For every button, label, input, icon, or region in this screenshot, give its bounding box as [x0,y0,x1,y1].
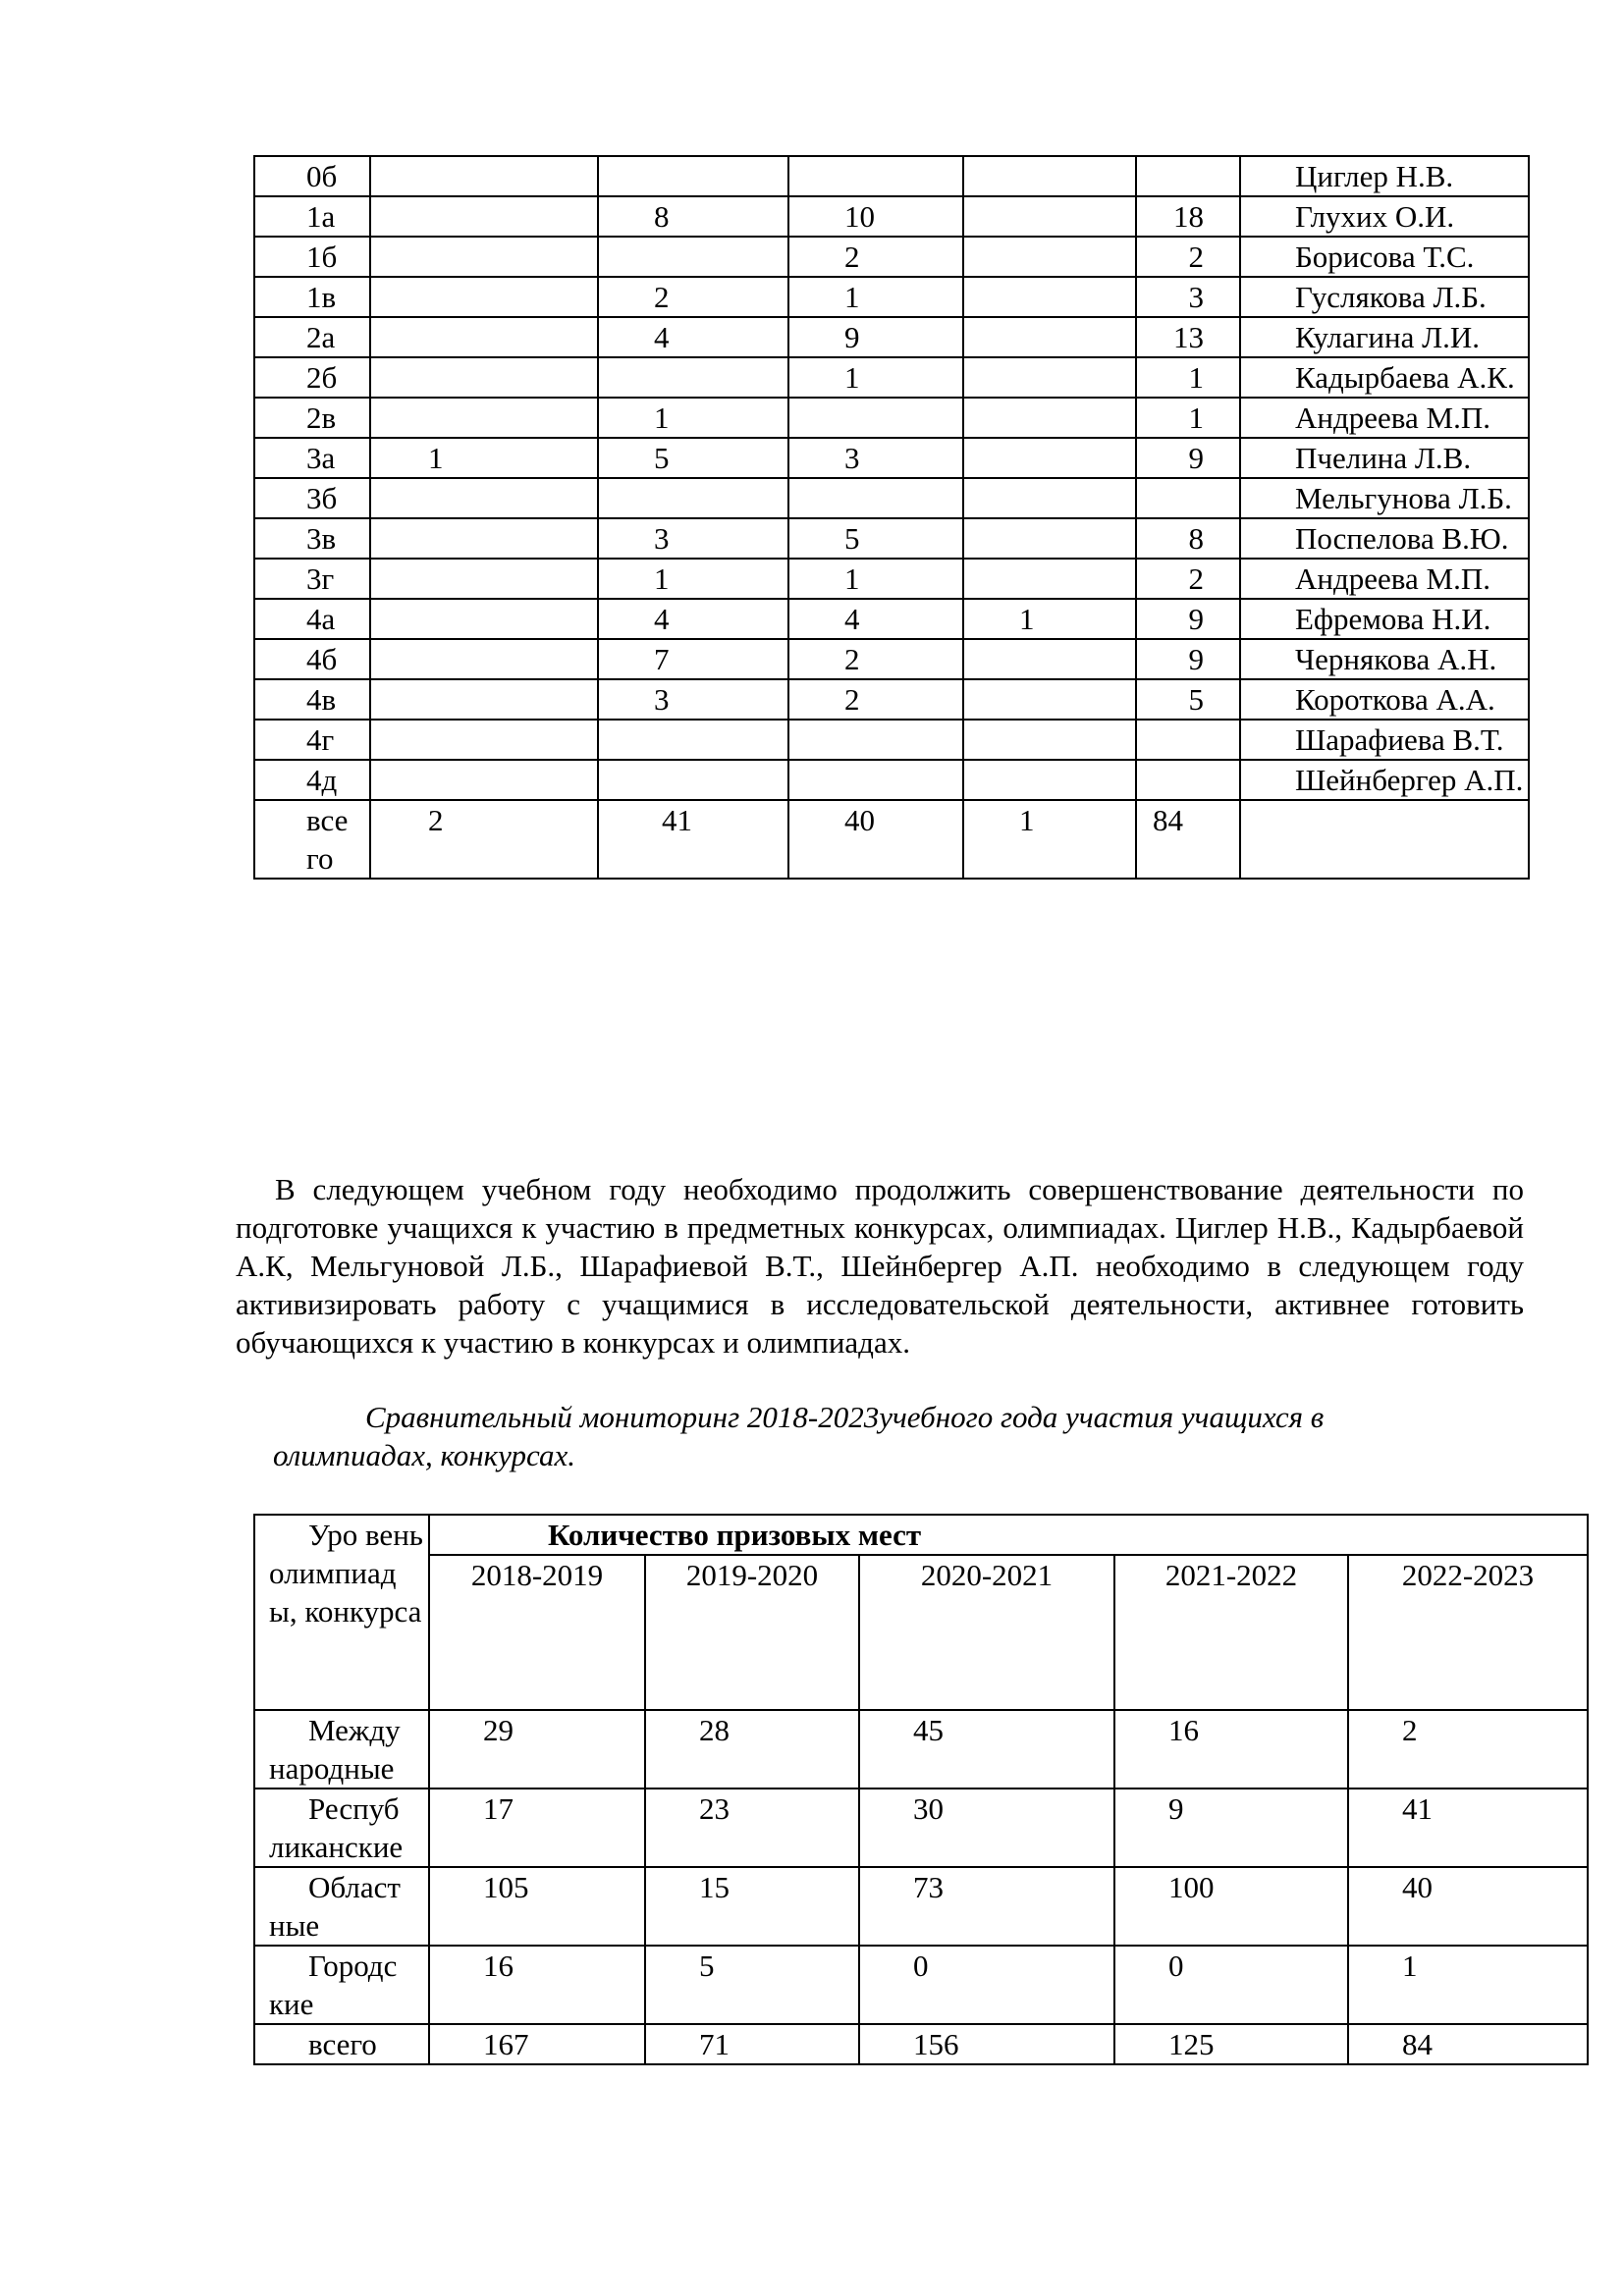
value-cell [370,237,598,277]
value-cell: 1 [788,277,963,317]
table-row [254,760,1529,800]
value-cell: 7 [598,639,788,679]
value-cell: 16 [429,1946,645,2024]
teacher-cell: Андреева М.П. [1240,559,1529,599]
table-row [254,599,1529,639]
table-row [254,1710,1588,1789]
value-cell [963,196,1136,237]
level-header: Уро вень олимпиад ы, конкурса [254,1515,429,1710]
olympiad-monitoring-table [253,1514,1589,2065]
teacher-cell: Борисова Т.С. [1240,237,1529,277]
recommendation-paragraph: В следующем учебном году необходимо продолжить совершенствование деятельности по подготовке учащихся к участию в предметных конкурсах, олимпиадах. Циглер Н.В., Кадырбаевой А.К, Мельгуновой Л.Б., Шарафиевой В.Т., Шейнбергер А.П. необходимо в следующем году активизировать работу с учащимися в исследовательской деятельности, активнее готовить обучающихся к участию в конкурсах и олимпиадах. [236,1172,1524,1360]
class-cell: 4г [254,720,370,760]
teacher-cell: Шейнбергер А.П. [1240,760,1529,800]
teacher-cell: Андреева М.П. [1240,398,1529,438]
class-cell: все го [254,800,370,879]
value-cell: 9 [1114,1789,1348,1867]
value-cell [963,277,1136,317]
value-cell: 28 [645,1710,859,1789]
level-cell: Между народные [254,1710,429,1789]
table-row [254,156,1529,196]
value-cell [963,679,1136,720]
value-cell [963,559,1136,599]
value-cell: 40 [1348,1867,1588,1946]
value-cell: 45 [859,1710,1114,1789]
year-header: 2018-2019 [429,1555,645,1710]
value-cell [963,156,1136,196]
total-cell: 5 [1136,679,1240,720]
value-cell [788,760,963,800]
teacher-cell: Мельгунова Л.Б. [1240,478,1529,518]
class-cell: 2а [254,317,370,357]
total-cell [1136,760,1240,800]
teacher-cell: Пчелина Л.В. [1240,438,1529,478]
class-cell: 4в [254,679,370,720]
table-row [254,398,1529,438]
table-row [254,2024,1588,2064]
monitoring-caption: Сравнительный мониторинг 2018-2023учебного года участия учащихся в олимпиадах, конкурсах. [273,1400,1325,1472]
table-row [254,357,1529,398]
value-cell: 167 [429,2024,645,2064]
year-header: 2021-2022 [1114,1555,1348,1710]
teacher-cell: Глухих О.И. [1240,196,1529,237]
value-cell [598,156,788,196]
total-cell [1136,156,1240,196]
table-row [254,639,1529,679]
teacher-cell: Циглер Н.В. [1240,156,1529,196]
total-cell: 18 [1136,196,1240,237]
value-cell [598,357,788,398]
table-row [254,720,1529,760]
value-cell: 125 [1114,2024,1348,2064]
teacher-cell: Гуслякова Л.Б. [1240,277,1529,317]
summary-row [254,800,1529,879]
value-cell: 40 [788,800,963,879]
total-cell: 1 [1136,398,1240,438]
value-cell: 2 [370,800,598,879]
teacher-cell: Ефремова Н.И. [1240,599,1529,639]
value-cell [963,720,1136,760]
class-cell: 4а [254,599,370,639]
value-cell [963,398,1136,438]
value-cell: 8 [598,196,788,237]
value-cell: 5 [598,438,788,478]
value-cell: 2 [598,277,788,317]
value-cell: 10 [788,196,963,237]
teacher-cell: Поспелова В.Ю. [1240,518,1529,559]
value-cell [370,277,598,317]
value-cell [963,478,1136,518]
value-cell [370,357,598,398]
value-cell: 105 [429,1867,645,1946]
class-cell: 3а [254,438,370,478]
value-cell: 1 [1348,1946,1588,2024]
table-row [254,1946,1588,2024]
table-row [254,518,1529,559]
value-cell [963,518,1136,559]
table-row [254,438,1529,478]
teacher-cell: Кулагина Л.И. [1240,317,1529,357]
table-row [254,277,1529,317]
value-cell [370,317,598,357]
class-cell: 3в [254,518,370,559]
table-row [254,1867,1588,1946]
value-cell [370,599,598,639]
value-cell: 73 [859,1867,1114,1946]
class-cell: 3б [254,478,370,518]
value-cell [963,357,1136,398]
total-cell [1136,478,1240,518]
value-cell: 29 [429,1710,645,1789]
level-cell: Респуб ликанские [254,1789,429,1867]
value-cell: 30 [859,1789,1114,1867]
value-cell: 2 [788,679,963,720]
teacher-cell: Чернякова А.Н. [1240,639,1529,679]
total-cell: 3 [1136,277,1240,317]
class-cell: 3г [254,559,370,599]
value-cell: 0 [1114,1946,1348,2024]
value-cell [370,720,598,760]
value-cell: 1 [598,559,788,599]
value-cell [598,760,788,800]
value-cell: 17 [429,1789,645,1867]
value-cell [370,156,598,196]
table-row [254,559,1529,599]
total-cell: 2 [1136,237,1240,277]
total-cell: 9 [1136,599,1240,639]
level-cell: Област ные [254,1867,429,1946]
value-cell [963,760,1136,800]
year-header: 2019-2020 [645,1555,859,1710]
value-cell: 23 [645,1789,859,1867]
total-cell [1136,720,1240,760]
value-cell [598,720,788,760]
value-cell [370,398,598,438]
value-cell [370,478,598,518]
value-cell [788,398,963,438]
value-cell: 41 [598,800,788,879]
value-cell [598,237,788,277]
olympiad-monitoring-body [254,1710,1588,2064]
total-cell: 84 [1136,800,1240,879]
value-cell: 1 [788,357,963,398]
value-cell: 3 [788,438,963,478]
value-cell [963,639,1136,679]
value-cell: 5 [645,1946,859,2024]
value-cell: 2 [788,639,963,679]
class-cell: 1а [254,196,370,237]
value-cell: 16 [1114,1710,1348,1789]
value-cell [788,720,963,760]
total-cell: 2 [1136,559,1240,599]
class-cell: 2б [254,357,370,398]
value-cell: 1 [598,398,788,438]
class-cell: 4д [254,760,370,800]
value-cell: 1 [963,800,1136,879]
value-cell [788,156,963,196]
teacher-cell [1240,800,1529,879]
value-cell: 1 [788,559,963,599]
value-cell: 9 [788,317,963,357]
value-cell [370,518,598,559]
value-cell: 4 [598,599,788,639]
value-cell [788,478,963,518]
teacher-cell: Короткова А.А. [1240,679,1529,720]
level-cell: Городс кие [254,1946,429,2024]
prize-places-header: Количество призовых мест [429,1515,1588,1555]
value-cell: 71 [645,2024,859,2064]
value-cell: 1 [370,438,598,478]
value-cell [598,478,788,518]
value-cell: 2 [788,237,963,277]
value-cell [370,639,598,679]
value-cell [963,317,1136,357]
total-cell: 9 [1136,438,1240,478]
class-results-table [253,155,1530,880]
table-row [254,317,1529,357]
year-header: 2020-2021 [859,1555,1114,1710]
value-cell [370,760,598,800]
value-cell: 0 [859,1946,1114,2024]
value-cell: 4 [598,317,788,357]
table-row [254,679,1529,720]
total-cell: 1 [1136,357,1240,398]
header-row-years [254,1555,1588,1710]
teacher-cell: Кадырбаева А.К. [1240,357,1529,398]
value-cell: 4 [788,599,963,639]
value-cell: 41 [1348,1789,1588,1867]
level-cell: всего [254,2024,429,2064]
table-row [254,237,1529,277]
value-cell [370,196,598,237]
class-cell: 0б [254,156,370,196]
value-cell: 3 [598,679,788,720]
table-row [254,196,1529,237]
value-cell: 156 [859,2024,1114,2064]
value-cell: 100 [1114,1867,1348,1946]
value-cell: 84 [1348,2024,1588,2064]
class-cell: 1в [254,277,370,317]
total-cell: 9 [1136,639,1240,679]
total-cell: 13 [1136,317,1240,357]
value-cell [370,679,598,720]
total-cell: 8 [1136,518,1240,559]
value-cell: 5 [788,518,963,559]
value-cell [963,438,1136,478]
value-cell [963,237,1136,277]
value-cell: 1 [963,599,1136,639]
teacher-cell: Шарафиева В.Т. [1240,720,1529,760]
table-row [254,478,1529,518]
class-results-body [254,156,1529,879]
value-cell: 3 [598,518,788,559]
value-cell: 15 [645,1867,859,1946]
table-row [254,1789,1588,1867]
class-cell: 4б [254,639,370,679]
year-header: 2022-2023 [1348,1555,1588,1710]
header-row-1 [254,1515,1588,1555]
class-cell: 2в [254,398,370,438]
value-cell [370,559,598,599]
class-cell: 1б [254,237,370,277]
value-cell: 2 [1348,1710,1588,1789]
